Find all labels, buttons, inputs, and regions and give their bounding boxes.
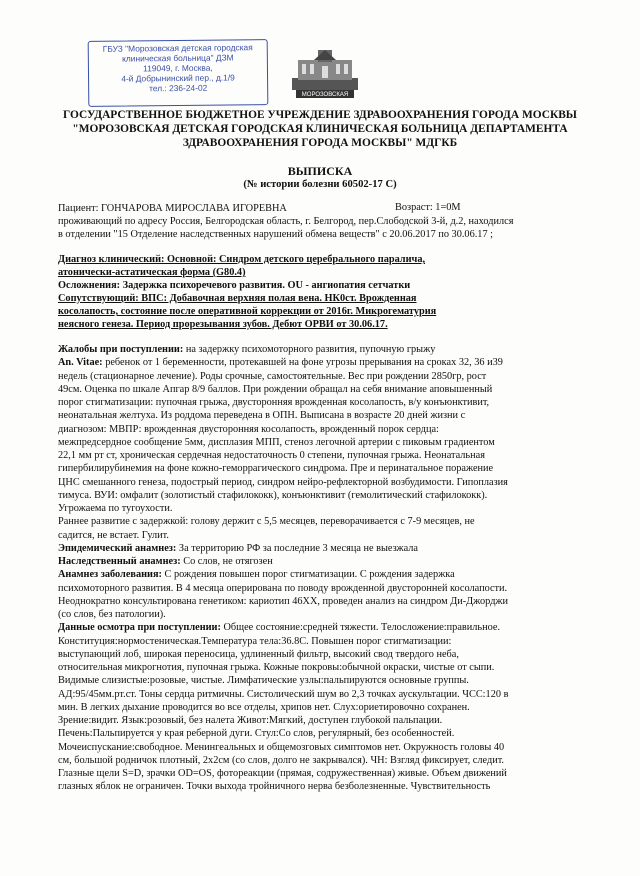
patient-name: Пациент: ГОНЧАРОВА МИРОСЛАВА ИГОРЕВНА xyxy=(58,203,287,214)
body-text: тимуса. ВУИ: омфалит (золотистый стафилококк), конъюнктивит (гемолитический стафилококк). xyxy=(58,489,488,501)
body-text: АД:95/45мм.рт.ст. Тоны сердца ритмичны. Систолический шум во 2,3 точках аускультации. ЧСС:120 в xyxy=(58,688,509,700)
body-text: Глазные щели S=D, зрачки OD=OS, фотореакции (прямая, содружественная) живые. Объем движений xyxy=(58,768,507,779)
body-line xyxy=(58,462,493,475)
header-line: "МОРОЗОВСКАЯ ДЕТСКАЯ ГОРОДСКАЯ КЛИНИЧЕСКАЯ БОЛЬНИЦА ДЕПАРТАМЕНТА xyxy=(72,123,568,135)
body-text: см, большой родничок плотный, 2х2см (со слов, долго не закрывался). ЧН: Взгляд фиксирует, следит. xyxy=(58,754,504,766)
patient-age: Возраст: 1=0М xyxy=(395,202,461,213)
body-text: гипербилирубинемия на фоне кожно-геморрагического синдрома. Пре и перинатальное поражение xyxy=(58,463,494,475)
body-line xyxy=(58,555,273,568)
body-line xyxy=(58,754,504,767)
body-line xyxy=(58,767,507,780)
body-text: С рождения повышен порог стигматизации. С рождения задержка xyxy=(161,569,455,581)
section-label: Наследственный анамнез: xyxy=(58,556,181,567)
body-text: недель (стационарное лечение). Роды срочные, самостоятельные. Вес при рождении 2850гр, рост xyxy=(58,370,487,382)
body-line xyxy=(58,568,455,581)
stamp-line: 119049, г. Москва, xyxy=(143,62,213,74)
body-line xyxy=(58,515,475,528)
hospital-logo xyxy=(290,48,360,100)
body-line xyxy=(58,343,435,356)
body-line xyxy=(58,396,489,409)
diagnosis-line: Осложнения: Задержка психоречевого развития. OU - ангиопатия сетчатки xyxy=(58,280,411,291)
body-line xyxy=(58,661,494,674)
stamp-line: тел.: 236-24-02 xyxy=(149,82,208,94)
body-line xyxy=(58,714,442,727)
body-line xyxy=(58,449,485,462)
body-text: неонатальная желтуха. Из роддома переведена в ОПН. Выписана в возрасте 20 дней жизни с xyxy=(58,410,466,422)
body-text: Раннее развитие с задержкой: голову держит с 5,5 месяцев, переворачивается с 7-9 месяцев, не xyxy=(58,516,475,528)
body-line xyxy=(58,529,169,542)
body-line xyxy=(58,727,454,740)
body-line xyxy=(58,502,172,515)
body-line xyxy=(58,476,508,489)
section-label: Анамнез заболевания: xyxy=(58,569,162,581)
body-text: Общее состояние:средней тяжести. Телосложение:правильное. xyxy=(220,622,501,634)
stamp-line: 4-й Добрынинский пер., д.1/9 xyxy=(121,72,235,84)
body-text: относительная микрогнотия, пупочная грыжа. Кожные покровы:обычной окраски, чистые от сыпи. xyxy=(58,662,495,673)
diagnosis-line: атонически-астатическая форма (G80.4) xyxy=(58,267,246,278)
body-line xyxy=(58,423,439,436)
body-text: Неоднократно консультирована генетиком: кариотип 46ХХ, проведен анализ на синдром Ди-Джорджи xyxy=(58,595,509,607)
body-text: межпредсердное сообщение 5мм, дисплазия МПП, стеноз легочной артерии с пиковым градиентом xyxy=(58,436,495,448)
body-line xyxy=(58,595,508,608)
patient-department: в отделении "15 Отделение наследственных нарушений обмена веществ" с 20.06.2017 по 30.06.17 ; xyxy=(58,229,494,240)
body-text: психомоторного развития. В 4 месяца оперирована по поводу врожденной двусторонней косолапости. xyxy=(58,582,508,594)
stamp-line: клиническая больница" ДЗМ xyxy=(122,52,234,64)
body-text: диагнозом: МВПР: врожденная двусторонняя косолапость, врожденный порок сердца: xyxy=(58,423,439,435)
body-line xyxy=(58,608,166,621)
body-line xyxy=(58,635,451,648)
body-text: порог стигматизации: пупочная грыжа, двусторонняя врожденная косолапость, в/у конъюнктивит, xyxy=(58,397,490,408)
body-line xyxy=(58,674,469,687)
body-text: За территорию РФ за последние 3 месяца не выезжала xyxy=(176,542,418,554)
body-line xyxy=(58,409,465,422)
body-text: выступающий лоб, широкая переносица, удлиненный фильтр, высокий свод твердого неба, xyxy=(58,648,459,660)
diagnosis-line: неясного генеза. Период прорезывания зубов. Дебют ОРВИ от 30.06.17. xyxy=(58,319,388,330)
body-line xyxy=(58,741,504,754)
section-label: Эпидемический анамнез: xyxy=(58,542,177,554)
body-line xyxy=(58,701,470,714)
header-line: ГОСУДАРСТВЕННОЕ БЮДЖЕТНОЕ УЧРЕЖДЕНИЕ ЗДРАВООХРАНЕНИЯ ГОРОДА МОСКВЫ xyxy=(63,109,577,121)
body-text: (со слов, без патологии). xyxy=(58,609,166,620)
body-line xyxy=(58,489,487,502)
body-text: Угрожаема по тугоухости. xyxy=(58,503,173,514)
body-line xyxy=(58,621,500,634)
body-text: Зрение:видит. Язык:розовый, без налета Живот:Мягкий, доступен глубокой пальпации. xyxy=(58,715,443,726)
body-text: 22,1 мм рт ст, хроническая сердечная недостаточность 0 степени, пупочная грыжа. Неонатальная xyxy=(58,450,485,461)
body-line xyxy=(58,356,503,369)
history-number: (№ истории болезни 60502-17 С) xyxy=(243,179,397,190)
section-label: Данные осмотра при поступлении: xyxy=(58,622,221,634)
body-line xyxy=(58,688,508,701)
section-label: An. Vitae: xyxy=(58,357,103,369)
stamp-line: ГБУЗ "Морозовская детская городская xyxy=(102,42,253,54)
body-text: мин. В легких дыхание проводится во все отделы, хрипов нет. Слух:ориетировочно сохранен. xyxy=(58,701,470,713)
body-line xyxy=(58,383,492,396)
logo-text: МОРОЗОВСКАЯ xyxy=(301,92,349,98)
body-text: Видимые слизистые:розовые, чистые. Лимфатические узлы:пальпируются основные группы. xyxy=(58,675,469,687)
body-line xyxy=(58,648,459,661)
body-line xyxy=(58,780,490,793)
institution-stamp xyxy=(88,39,269,107)
body-text: глазных яблок не ограничен. Точки выхода тройничного нерва безболезненные. Чувствительность xyxy=(58,781,491,793)
body-text: Мочеиспускание:свободное. Менингеальных и общемозговых симптомов нет. Окружность головы 40 xyxy=(58,741,505,753)
body-text: ЦНС смешанного генеза, подострый период, синдром нейро-рефлекторной возбудимости. Гипоплазия xyxy=(58,476,508,488)
body-text: 49см. Оценка по шкале Апгар 8/9 баллов. При рождении обращал на себя внимание аповышенный xyxy=(58,383,493,395)
body-line xyxy=(58,436,495,449)
body-text: Конституция:нормостеническая.Температура тела:36.8С. Повышен порог стигматизации: xyxy=(58,635,452,647)
document-title: ВЫПИСКА xyxy=(287,164,353,178)
body-text: на задержку психомоторного развития, пупочную грыжу xyxy=(183,344,436,355)
body-text: Со слов, не отягозен xyxy=(180,556,273,567)
body-text: ребенок от 1 беременности, протекавшей на фоне угрозы прерывания на сроках 32, 36 и39 xyxy=(102,357,503,369)
body-line xyxy=(58,582,507,595)
patient-address: проживающий по адресу Россия, Белгородская область, г. Белгород, пер.Слободской 3-й, д.2, находился xyxy=(58,216,514,227)
header-line: ЗДРАВООХРАНЕНИЯ ГОРОДА МОСКВЫ" МДГКБ xyxy=(182,137,458,149)
diagnosis-line: косолапость, состояние после оперативной коррекции от 2016г. Микрогематурия xyxy=(58,306,437,317)
diagnosis-line: Диагноз клинический: Основной: Синдром детского церебрального паралича, xyxy=(58,254,426,265)
body-line xyxy=(58,542,418,555)
section-label: Жалобы при поступлении: xyxy=(58,344,184,355)
body-text: Печень:Пальпируется у края реберной дуги. Стул:Со слов, регулярный, без особенностей. xyxy=(58,728,455,740)
body-line xyxy=(58,370,486,383)
body-text: садится, не встает. Гулит. xyxy=(58,529,169,541)
diagnosis-line: Сопутствующий: ВПС: Добавочная верхняя полая вена. НК0ст. Врожденная xyxy=(58,293,417,304)
